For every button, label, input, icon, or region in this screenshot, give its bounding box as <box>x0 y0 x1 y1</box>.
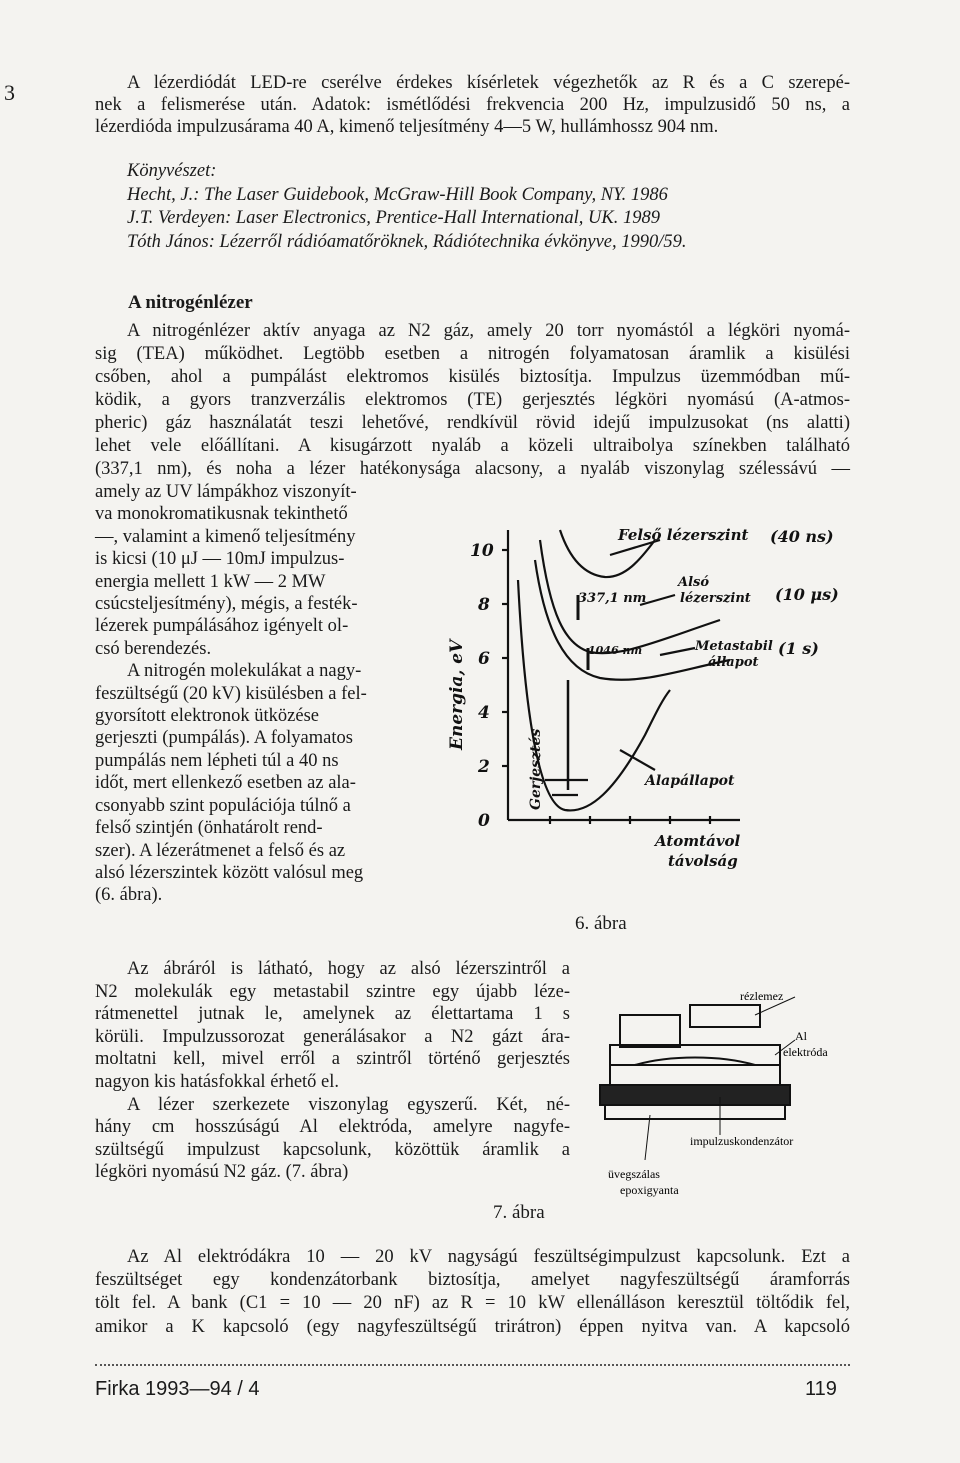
narrow-line: amely az UV lámpákhoz viszonyít- <box>95 482 357 502</box>
narrow-line: csúcsteljesítmény), mégis, a festék- <box>95 594 358 615</box>
metastable-value: (1 s) <box>778 639 819 658</box>
page-number: 119 <box>805 1378 837 1400</box>
narrow-line: alsó lézerszintek között valósul meg <box>95 862 364 883</box>
para2-line: N2 molekulák egy metastabil szintre egy újabb léze- <box>95 981 570 1002</box>
narrow-line: csonyabb szint populációja túlnő a <box>95 795 351 816</box>
narrow-column <box>95 481 400 907</box>
figure-6-caption: 6. ábra <box>575 913 627 934</box>
para2-line: légköri nyomású N2 gáz. (7. ábra) <box>95 1162 349 1183</box>
final-paragraph <box>95 1246 850 1339</box>
x-axis-label: távolság <box>668 852 738 870</box>
y-tick: 8 <box>478 595 490 615</box>
para2-line: szültségű impulzust kapcsolunk, közöttük áramlik a <box>95 1139 570 1160</box>
y-axis-label: Energia, eV <box>447 639 467 750</box>
upper-level-label: Felső lézerszint <box>618 526 749 544</box>
narrow-line: feszültségű (20 kV) kisülésben a fel- <box>95 683 367 704</box>
top-copper-plate <box>690 1005 760 1027</box>
copper-plate-label: rézlemez <box>740 989 784 1003</box>
ground-state-label: Alapállapot <box>645 773 735 789</box>
section-line: (337,1 nm), és noha a lézer hatékonysága alacsony, a nyaláb viszonylag szélessávú — <box>95 459 850 479</box>
narrow-line: (6. ábra). <box>95 885 163 906</box>
narrow-line: szer). A lézerátmenet a felső és az <box>95 840 346 861</box>
al-electrode <box>635 1058 755 1066</box>
footer-journal: Firka 1993—94 / 4 <box>95 1378 260 1400</box>
para2-line: rátmenettel jutnak le, amelynek az élettartama 1 s <box>95 1004 570 1025</box>
narrow-line: csó berendezés. <box>95 638 212 659</box>
section-line: lehet vele előállítani. A kisugárzott nyaláb a közeli ultraibolya színekben található <box>95 436 850 456</box>
y-tick: 6 <box>478 649 490 669</box>
para2-line: körüli. Impulzussorozat generálásakor a N2 gázt ára- <box>95 1026 570 1047</box>
al-electrode-label: Al <box>795 1029 807 1043</box>
lower-level-label: lézerszint <box>680 591 751 606</box>
final-line: feszültséget egy kondenzátorbank biztosítja, amelyet nagyfeszültségű áramforrás <box>95 1270 850 1291</box>
y-tick: 0 <box>478 811 490 831</box>
section-line: sig (TEA) működhet. Legtöbb esetben a nitrogén folyamatosan áramlik a kisülési <box>95 344 850 364</box>
wavelength-337-label: 337,1 nm <box>578 591 647 606</box>
narrow-line: felső szintjén (önhatárolt rend- <box>95 818 323 839</box>
excitation-label: Gerjesztés <box>528 728 544 810</box>
intro-line: lézerdióda impulzusárama 40 A, kimenő teljesítmény 4—5 W, hullámhossz 904 nm. <box>95 117 719 138</box>
left-copper-plate <box>620 1015 680 1047</box>
lower-level-value: (10 μs) <box>775 585 839 604</box>
narrow-line: lézerek pumpálásához igényelt ol- <box>95 616 349 637</box>
narrow-line: gyorsított elektronok ütközése <box>95 706 320 727</box>
narrow-line: is kicsi (10 μJ — 10mJ impulzus- <box>95 549 345 570</box>
narrow-line: időt, mert ellenkező esetben az ala- <box>95 773 356 794</box>
footer-divider <box>95 1364 850 1366</box>
metastable-label: állapot <box>708 655 759 670</box>
section-line: ködik, a gyors tranzverzális elektromos (TE) gerjesztés légköri nyomású (A-atmos- <box>95 390 850 410</box>
para2-line: A lézer szerkezete viszonylag egyszerű. Két, né- <box>127 1094 570 1115</box>
capacitor-label: impulzuskondenzátor <box>690 1134 794 1148</box>
figure-6-energy-diagram <box>440 520 860 880</box>
intro-line: A lézerdiódát LED-re cserélve érdekes kísérletek végezhetők az R és a C szerepé- <box>127 73 850 93</box>
para2-line: Az ábráról is látható, hogy az alsó lézerszintről a <box>127 959 570 979</box>
y-tick: 2 <box>478 757 490 777</box>
epoxy-base <box>605 1105 785 1119</box>
section-line: A nitrogénlézer aktív anyaga az N2 gáz, amely 20 torr nyomástól a légköri nyomá- <box>127 321 850 341</box>
figure-7-caption: 7. ábra <box>493 1202 545 1223</box>
section-paragraph <box>95 320 850 481</box>
narrow-line: pumpálás nem lépheti túl a 40 ns <box>95 750 339 771</box>
upper-level-value: (40 ns) <box>770 527 834 546</box>
x-axis-label: Atomtávol <box>655 832 741 850</box>
narrow-line: energia mellett 1 kW — 2 MW <box>95 571 326 592</box>
section-line: csőben, ahol a pumpálást elektromos kisülés biztosítja. Impulzus üzemmódban mű- <box>95 367 850 387</box>
y-tick: 4 <box>478 703 490 723</box>
bibliography-item: Tóth János: Lézerről rádióamatőröknek, Rádiótechnika évkönyve, 1990/59. <box>127 231 687 252</box>
final-line: tölt fel. A bank (C1 = 10 — 20 nF) az R = 10 kW ellenálláson keresztül töltődik fel, <box>95 1293 850 1314</box>
narrow-line: A nitrogén molekulákat a nagy- <box>127 661 362 682</box>
figure-7-laser-structure <box>590 985 850 1205</box>
narrow-line: va monokromatikusnak tekinthető <box>95 504 348 525</box>
narrow-line: —, valamint a kimenő teljesítmény <box>95 526 356 547</box>
glass-epoxy-label: üvegszálas <box>608 1167 660 1181</box>
narrow-line: gerjeszti (pumpálás). A folyamatos <box>95 728 353 749</box>
final-line: amikor a K kapcsoló (egy nagyfeszültségű trirátron) éppen nyitva van. A kapcsoló <box>95 1316 850 1337</box>
capacitor-plate <box>600 1085 790 1105</box>
y-tick: 10 <box>470 541 494 561</box>
intro-line: nek a felismerése után. Adatok: ismétlődési frekvencia 200 Hz, impulzusidő 50 ns, a <box>95 95 850 116</box>
bibliography <box>95 160 850 254</box>
glass-epoxy-label: epoxigyanta <box>620 1183 679 1197</box>
lower-level-label: Alsó <box>678 575 710 590</box>
final-line: Az Al elektródákra 10 — 20 kV nagyságú feszültségimpulzust kapcsolunk. Ezt a <box>127 1247 850 1267</box>
metastable-label: Metastabil <box>695 639 773 654</box>
section-title: A nitrogénlézer <box>128 292 253 313</box>
para2-line: moltatni kell, mivel erről a szintről történő gerjesztés <box>95 1049 570 1070</box>
bibliography-title: Könyvészet: <box>127 161 217 181</box>
intro-paragraph <box>95 72 850 139</box>
wavelength-1046-label: 1046 nm <box>588 644 643 657</box>
al-electrode-label: elektróda <box>783 1045 828 1059</box>
para2-line: hány cm hosszúságú Al elektróda, amelyre nagyfe- <box>95 1117 570 1138</box>
margin-mark: 3 <box>4 80 15 105</box>
para2-line: nagyon kis hatásfokkal érhető el. <box>95 1071 340 1092</box>
bibliography-item: Hecht, J.: The Laser Guidebook, McGraw-Hill Book Company, NY. 1986 <box>127 184 668 205</box>
paragraph-2 <box>95 958 570 1184</box>
section-line: pheric) gáz használatát teszi lehetővé, rendkívül rövid idejű impulzusokat (ns alatti) <box>95 413 850 433</box>
bibliography-item: J.T. Verdeyen: Laser Electronics, Prentice-Hall International, UK. 1989 <box>127 208 660 228</box>
